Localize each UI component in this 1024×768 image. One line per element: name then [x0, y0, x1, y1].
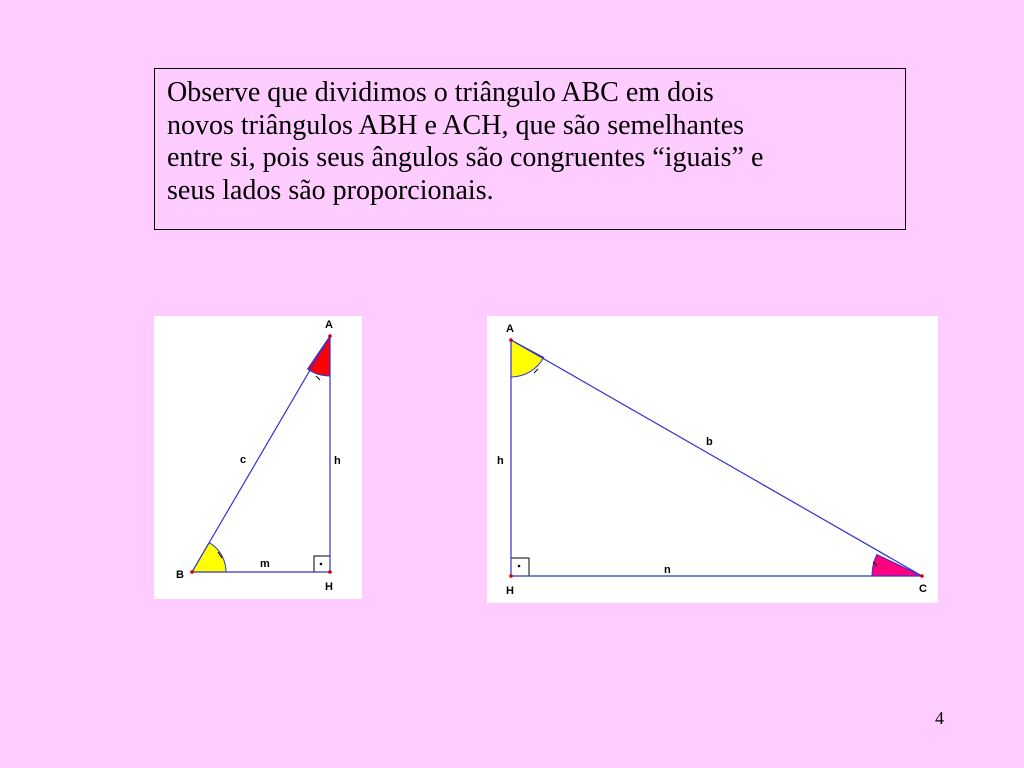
label-vertex-c: C: [919, 583, 927, 595]
angle-b-marker: [192, 543, 226, 572]
label-side-m: m: [260, 558, 270, 570]
text-line-2: novos triângulos ABH e ACH, que são semelhantes: [167, 109, 745, 141]
label-side-h: h: [334, 455, 341, 467]
angle-c-marker: [872, 555, 922, 577]
label-vertex-h: H: [506, 585, 514, 597]
label-vertex-b: B: [176, 569, 184, 581]
label-vertex-a: A: [325, 319, 333, 331]
text-line-1: Observe que dividimos o triângulo ABC em dois: [167, 77, 714, 108]
text-line-3: entre si, pois seus ângulos são congruentes “iguais” e: [167, 142, 764, 173]
page-number: 4: [935, 708, 944, 728]
label-side-c: c: [240, 454, 247, 466]
text-line-4: seus lados são proporcionais.: [167, 174, 494, 206]
triangle-abh-figure: [154, 316, 362, 599]
label-side-b: b: [706, 436, 713, 448]
label-vertex-a: A: [506, 323, 514, 335]
label-side-h: h: [497, 455, 504, 467]
label-vertex-h: H: [325, 581, 333, 593]
explanation-textbox: [154, 68, 906, 230]
angle-a-marker: [511, 340, 544, 377]
label-side-n: n: [664, 564, 671, 576]
triangle-ach-figure: [487, 316, 938, 603]
side-c: [192, 336, 330, 572]
right-angle-h-marker: [511, 558, 529, 576]
side-b: [511, 340, 922, 576]
